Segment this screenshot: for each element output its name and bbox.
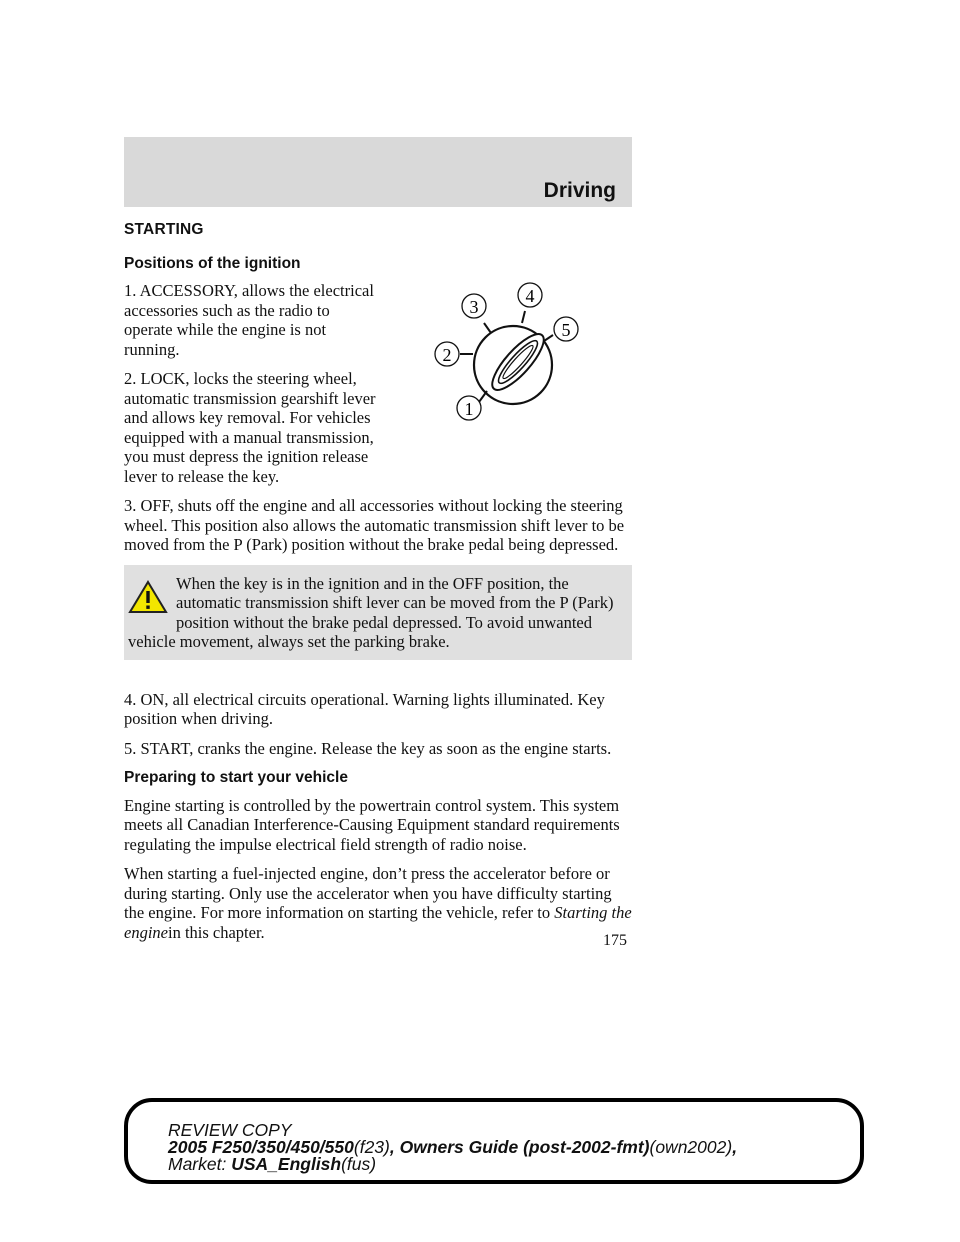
label-3: 3 bbox=[469, 297, 479, 317]
ignition-item-3: 3. OFF, shuts off the engine and all accessories without locking the steering wheel. This position also allows the automatic transmission shift lever to be moved from the P (Park) position without the brake pedal being depressed. bbox=[124, 496, 625, 554]
footer-line-1: REVIEW COPY bbox=[168, 1120, 292, 1140]
ignition-item-1: 1. ACCESSORY, allows the electrical accessories such as the radio to operate while the engine is not running. bbox=[124, 281, 374, 359]
warning-text: When the key is in the ignition and in the OFF position, the automatic transmission shift lever can be moved from the P (Park) position without the brake pedal depressed. To avoid unwanted vehicle movement, always set the parking brake. bbox=[128, 573, 614, 651]
model-code: (f23) bbox=[353, 1137, 390, 1157]
footer-line-3 bbox=[168, 1156, 737, 1173]
tick-3 bbox=[484, 323, 491, 333]
label-5: 5 bbox=[561, 320, 571, 340]
label-circle-4 bbox=[518, 283, 542, 307]
label-circle-1 bbox=[457, 396, 481, 420]
page-number: 175 bbox=[603, 932, 627, 949]
line-end: , bbox=[732, 1137, 738, 1157]
label-4: 4 bbox=[525, 286, 535, 306]
tick-5 bbox=[544, 335, 553, 341]
ignition-positions-diagram bbox=[420, 278, 600, 438]
guide-code: (own2002) bbox=[649, 1137, 733, 1157]
warning-box bbox=[124, 565, 632, 660]
ignition-heading: Positions of the ignition bbox=[124, 254, 301, 272]
market-label: Market: bbox=[168, 1154, 232, 1174]
market-value: USA_English bbox=[231, 1154, 342, 1174]
ignition-item-4: 4. ON, all electrical circuits operational. Warning lights illuminated. Key position when driving. bbox=[124, 689, 605, 728]
guide-title: Owners Guide (post-2002-fmt) bbox=[399, 1137, 650, 1157]
preparing-heading: Preparing to start your vehicle bbox=[124, 769, 348, 786]
preparing-paragraph-1: Engine starting is controlled by the powertrain control system. This system meets all Canadian Interference-Causing Equipment standard requirements regulating the impulse electrical field strength of radio noise. bbox=[124, 795, 620, 854]
preparing-paragraph-2 bbox=[124, 864, 632, 942]
model-name: 2005 F250/350/450/550 bbox=[168, 1137, 354, 1157]
ignition-item-2: 2. LOCK, locks the steering wheel, automatic transmission gearshift lever and allows key removal. For vehicles equipped with a manual transmission, you must depress the ignition release lever to release the key. bbox=[124, 369, 376, 486]
ignition-item-5: 5. START, cranks the engine. Release the key as soon as the engine starts. bbox=[124, 738, 612, 758]
tick-1 bbox=[479, 391, 487, 402]
section-heading: STARTING bbox=[124, 221, 204, 238]
label-1: 1 bbox=[464, 399, 474, 419]
section-header-band bbox=[124, 137, 632, 207]
label-circle-2 bbox=[435, 342, 459, 366]
review-copy-footer bbox=[124, 1098, 864, 1184]
paragraph-tail: in this chapter. bbox=[167, 922, 265, 942]
label-2: 2 bbox=[442, 345, 452, 365]
warning-triangle-icon bbox=[124, 576, 172, 616]
separator: , bbox=[389, 1137, 400, 1157]
tick-4 bbox=[522, 311, 525, 323]
label-circle-5 bbox=[554, 317, 578, 341]
label-circle-3 bbox=[462, 294, 486, 318]
market-code: (fus) bbox=[341, 1154, 377, 1174]
cross-reference-link: Starting the engine bbox=[124, 903, 632, 942]
paragraph-text: When starting a fuel-injected engine, don’t press the accelerator before or during starting. Only use the accelerator when you have difficulty starting the engine. For more information on starting the vehicle, refer to bbox=[124, 864, 612, 922]
section-title: Driving bbox=[543, 179, 616, 202]
